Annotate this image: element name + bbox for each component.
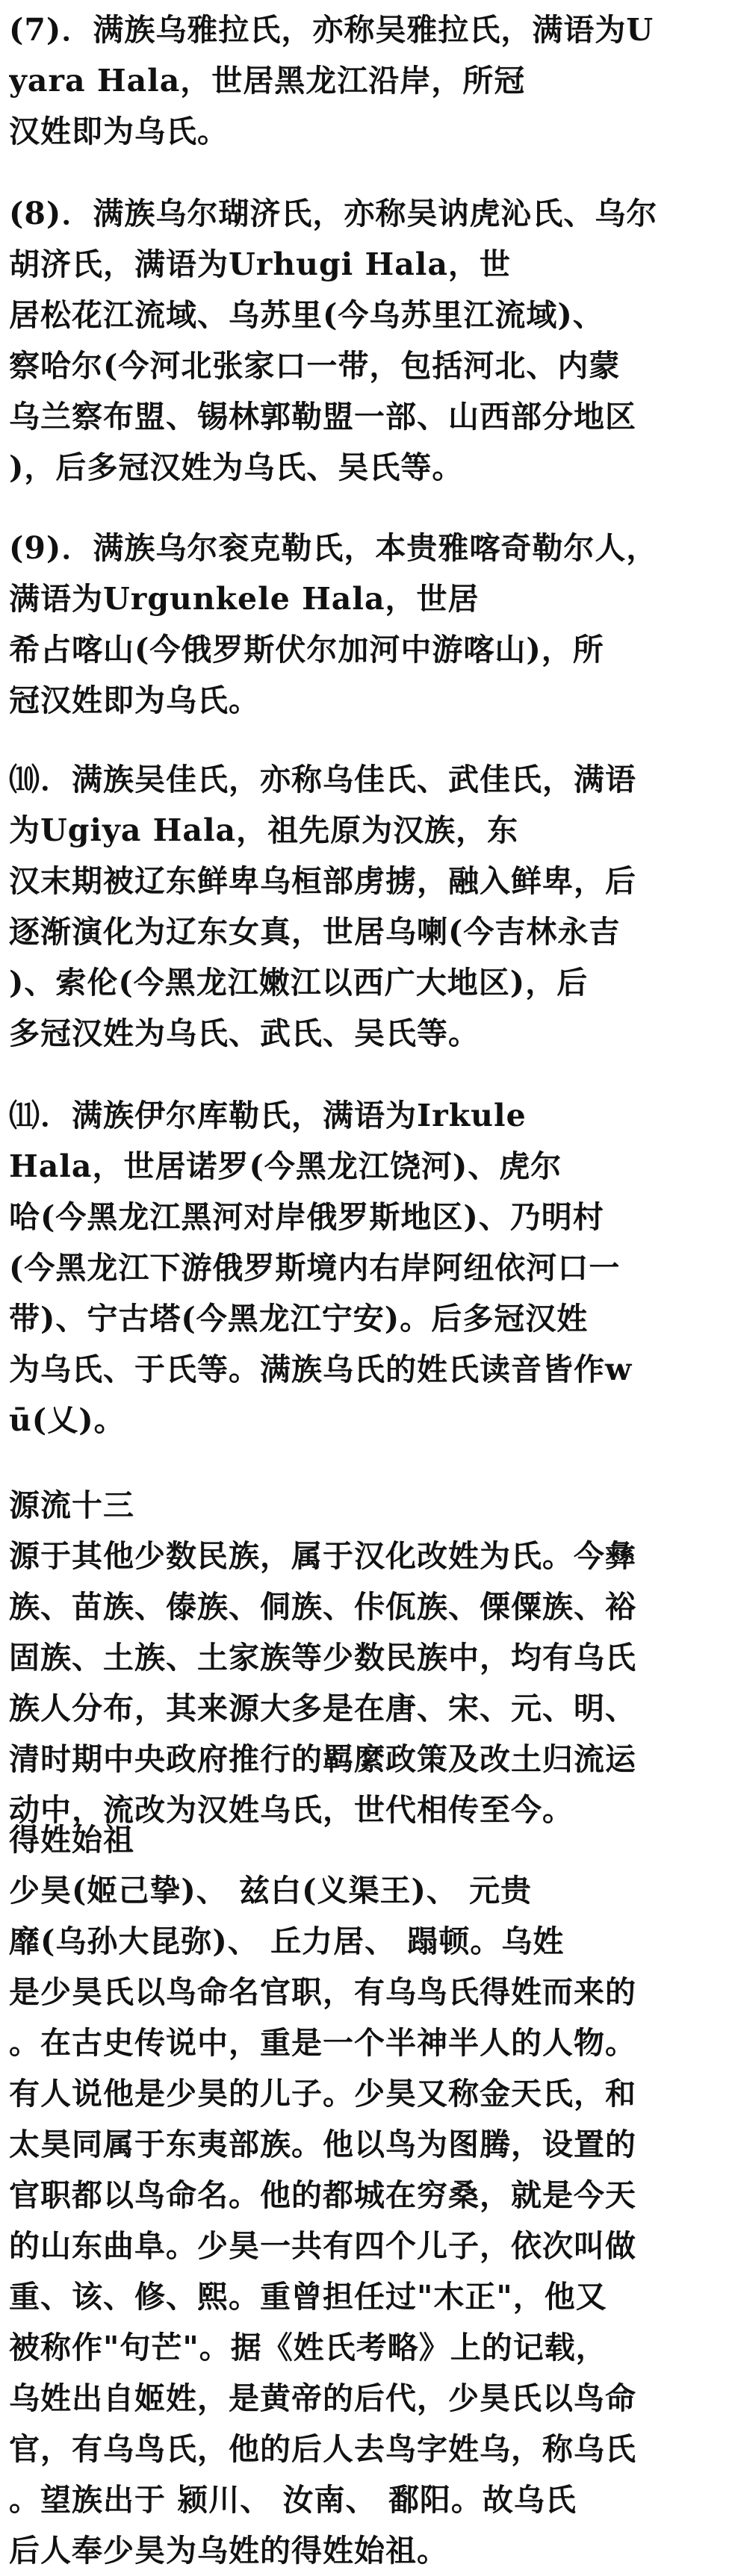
- section-10-line-5: )、索伦(今黑龙江嫩江以西广大地区)，后: [9, 965, 589, 1001]
- section-8-line-1: (8)．满族乌尔瑚济氏，亦称吴讷虎沁氏、乌尔: [9, 196, 658, 231]
- section-10-line-4: 逐渐演化为辽东女真，世居乌喇(今吉林永吉: [9, 914, 621, 950]
- ancestor-line-3: 是少昊氏以鸟命名官职，有乌鸟氏得姓而来的: [9, 1974, 636, 2010]
- section-8-line-5: 乌兰察布盟、锡林郭勒盟一部、山西部分地区: [9, 399, 636, 435]
- section-8-line-2: 胡济氏，满语为Urhugi Hala，世: [9, 246, 511, 282]
- section-11-line-2: Hala，世居诺罗(今黑龙江饶河)、虎尔: [9, 1148, 562, 1184]
- ancestor-line-2: 靡(乌孙大昆弥)、 丘力居、 蹋顿。乌姓: [9, 1923, 565, 1959]
- section-7: [9, 4, 723, 157]
- section-9-line-2: 满语为Urgunkele Hala，世居: [9, 581, 480, 617]
- section-10-line-1: ⑽．满族吴佳氏，亦称乌佳氏、武佳氏，满语: [9, 762, 636, 797]
- section-11-line-3: 哈(今黑龙江黑河对岸俄罗斯地区)、乃明村: [9, 1199, 604, 1235]
- ancestor-line-11: 乌姓出自姬姓，是黄帝的后代，少昊氏以鸟命: [9, 2380, 636, 2416]
- origin-13-line-4: 族人分布，其来源大多是在唐、宋、元、明、: [9, 1690, 636, 1726]
- ancestor-line-4: 。在古史传说中，重是一个半神半人的人物。: [9, 2025, 636, 2061]
- section-9-line-4: 冠汉姓即为乌氏。: [9, 682, 260, 718]
- section-7-line-2: yara Hala，世居黑龙江沿岸，所冠: [9, 63, 526, 99]
- ancestor-line-5: 有人说他是少昊的儿子。少昊又称金天氏，和: [9, 2076, 636, 2112]
- ancestor-line-14: 后人奉少昊为乌姓的得姓始祖。: [9, 2533, 448, 2569]
- ancestor-line-8: 的山东曲阜。少昊一共有四个儿子，依次叫做: [9, 2228, 636, 2264]
- section-11-line-4: (今黑龙江下游俄罗斯境内右岸阿纽依河口一: [9, 1250, 621, 1286]
- ancestor-line-7: 官职都以鸟命名。他的都城在穷桑，就是今天: [9, 2177, 636, 2213]
- section-11-line-5: 带)、宁古塔(今黑龙江宁安)。后多冠汉姓: [9, 1301, 589, 1337]
- section-8-line-4: 察哈尔(今河北张家口一带，包括河北、内蒙: [9, 348, 621, 384]
- origin-13-line-5: 清时期中央政府推行的羁縻政策及改土归流运: [9, 1741, 636, 1777]
- origin-13-line-3: 固族、土族、土家族等少数民族中，均有乌氏: [9, 1640, 636, 1676]
- section-10-line-3: 汉末期被辽东鲜卑乌桓部虏掳，融入鲜卑，后: [9, 863, 636, 899]
- origin-13-line-1: 源于其他少数民族，属于汉化改姓为氏。今彝: [9, 1538, 636, 1574]
- section-10-line-2: 为Ugiya Hala，祖先原为汉族，东: [9, 812, 519, 848]
- origin-13-heading: 源流十三: [9, 1487, 134, 1523]
- section-8-line-3: 居松花江流域、乌苏里(今乌苏里江流域)、: [9, 297, 604, 333]
- section-10: [9, 754, 723, 1059]
- surname-ancestor-heading: 得姓始祖: [9, 1822, 134, 1858]
- ancestor-line-1: 少昊(姬己挚)、 兹白(义渠王)、 元贵: [9, 1873, 533, 1908]
- origin-13-section: [9, 1480, 723, 1835]
- section-7-line-1: (7)．满族乌雅拉氏，亦称吴雅拉氏，满语为U: [9, 12, 654, 48]
- ancestor-line-10: 被称作"句芒"。据《姓氏考略》上的记载，: [9, 2330, 607, 2365]
- surname-ancestor-section: [9, 1814, 723, 2576]
- section-8-line-6: )，后多冠汉姓为乌氏、吴氏等。: [9, 449, 464, 485]
- origin-13-line-2: 族、苗族、傣族、侗族、佧佤族、傈僳族、裕: [9, 1589, 636, 1625]
- section-7-line-3: 汉姓即为乌氏。: [9, 113, 229, 149]
- section-9-line-1: (9)．满族乌尔衮克勒氏，本贵雅喀奇勒尔人，: [9, 530, 658, 566]
- section-9: [9, 523, 723, 726]
- ancestor-line-9: 重、该、修、熙。重曾担任过"木正"，他又: [9, 2279, 607, 2315]
- section-10-line-6: 多冠汉姓为乌氏、武氏、吴氏等。: [9, 1015, 480, 1051]
- ancestor-line-13: 。望族出于 颍川、 汝南、 鄱阳。故乌氏: [9, 2482, 577, 2518]
- section-9-line-3: 希占喀山(今俄罗斯伏尔加河中游喀山)，所: [9, 632, 604, 668]
- section-11-line-1: ⑾．满族伊尔库勒氏，满语为Irkule: [9, 1098, 527, 1133]
- section-8: [9, 188, 723, 493]
- section-11: [9, 1090, 723, 1446]
- section-11-line-6: 为乌氏、于氏等。满族乌氏的姓氏读音皆作w: [9, 1351, 633, 1387]
- ancestor-line-12: 官，有乌鸟氏，他的后人去鸟字姓乌，称乌氏: [9, 2431, 636, 2467]
- ancestor-line-6: 太昊同属于东夷部族。他以鸟为图腾，设置的: [9, 2127, 636, 2162]
- origin-13-line-6: 动中，流改为汉姓乌氏，世代相传至今。: [9, 1792, 574, 1828]
- section-11-line-7: ū(乂)。: [9, 1402, 125, 1438]
